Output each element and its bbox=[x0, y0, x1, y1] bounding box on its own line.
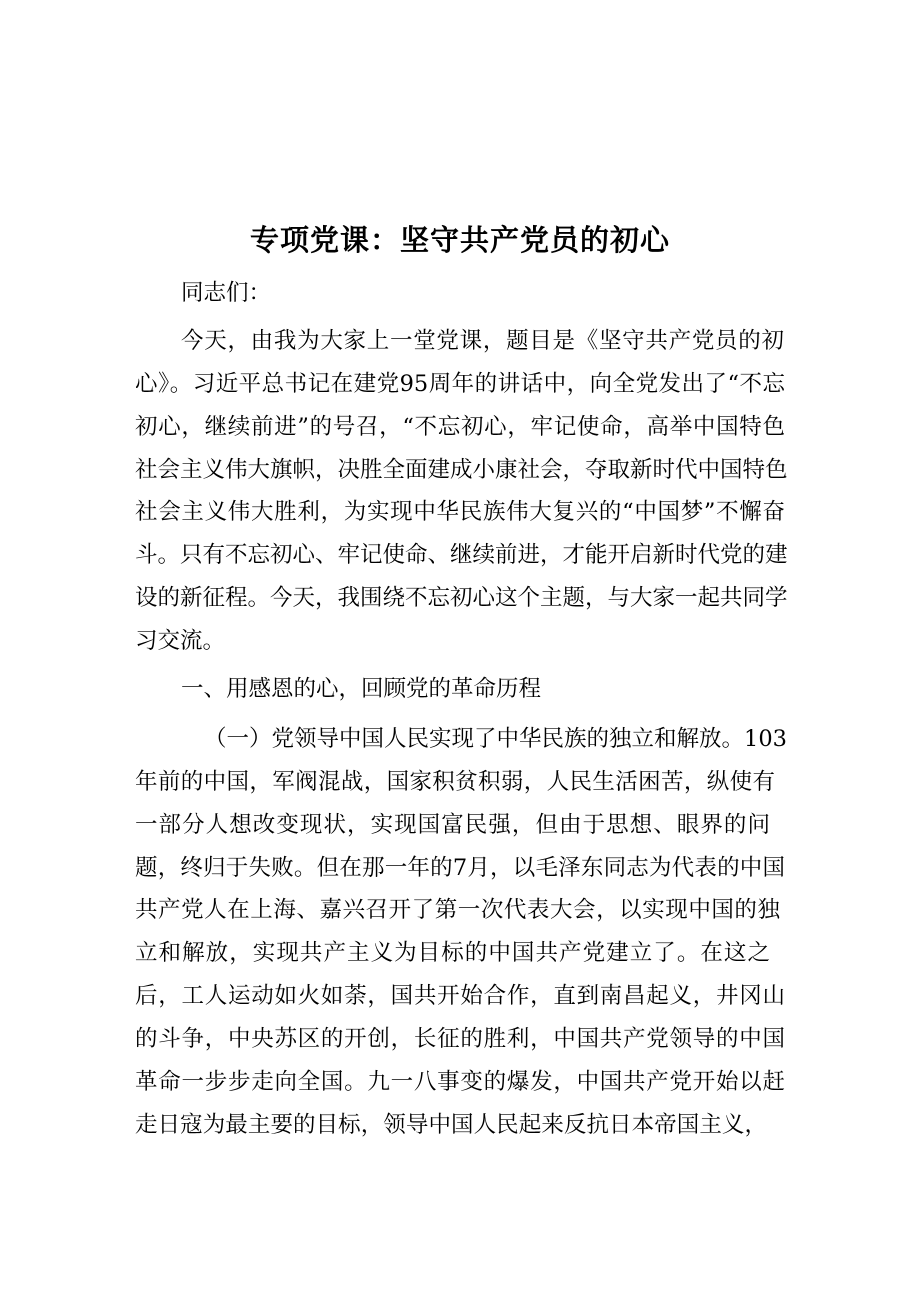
paragraph-line: 社会主义伟大旗帜，决胜全面建成小康社会，夺取新时代中国特色 bbox=[135, 457, 788, 483]
paragraph-line: 年前的中国，军阀混战，国家积贫积弱，人民生活困苦，纵使有 bbox=[135, 769, 775, 795]
paragraph-line: （一）党领导中国人民实现了中华民族的独立和解放。103 bbox=[204, 726, 787, 752]
paragraph-line: 题，终归于失败。但在那一年的7月，以毛泽东同志为代表的中国 bbox=[135, 855, 785, 881]
paragraph-line: 设的新征程。今天，我围绕不忘初心这个主题，与大家一起共同学 bbox=[135, 585, 788, 611]
document-title: 专项党课：坚守共产党员的初心 bbox=[249, 223, 670, 257]
paragraph-line: 的斗争，中央苏区的开创，长征的胜利，中国共产党领导的中国 bbox=[135, 1026, 785, 1052]
paragraph-line: 走日寇为最主要的目标，领导中国人民起来反抗日本帝国主义， bbox=[135, 1112, 767, 1138]
paragraph-line: 心》。习近平总书记在建党95周年的讲话中，向全党发出了“不忘 bbox=[135, 371, 785, 397]
paragraph-line: 立和解放，实现共产主义为目标的中国共产党建立了。在这之 bbox=[135, 940, 770, 966]
salutation: 同志们： bbox=[181, 280, 272, 306]
paragraph-line: 初心，继续前进”的号召，“不忘初心，牢记使命，高举中国特色 bbox=[135, 414, 785, 440]
paragraph-line: 斗。只有不忘初心、牢记使命、继续前进，才能开启新时代党的建 bbox=[135, 542, 788, 568]
paragraph-line: 习交流。 bbox=[135, 628, 226, 654]
paragraph-line: 后，工人运动如火如荼，国共开始合作，直到南昌起义，井冈山 bbox=[135, 983, 785, 1009]
paragraph-line: 今天，由我为大家上一堂党课，题目是《坚守共产党员的初 bbox=[181, 328, 784, 354]
paragraph-line: 革命一步步走向全国。九一八事变的爆发，中国共产党开始以赶 bbox=[135, 1069, 785, 1095]
paragraph-line: 共产党人在上海、嘉兴召开了第一次代表大会，以实现中国的独 bbox=[135, 897, 780, 923]
paragraph-line: 一部分人想改变现状，实现国富民强，但由于思想、眼界的问 bbox=[135, 812, 770, 838]
paragraph-line: 社会主义伟大胜利，为实现中华民族伟大复兴的“中国梦”不懈奋 bbox=[135, 499, 785, 525]
section-heading: 一、用感恩的心，回顾党的革命历程 bbox=[181, 676, 542, 702]
